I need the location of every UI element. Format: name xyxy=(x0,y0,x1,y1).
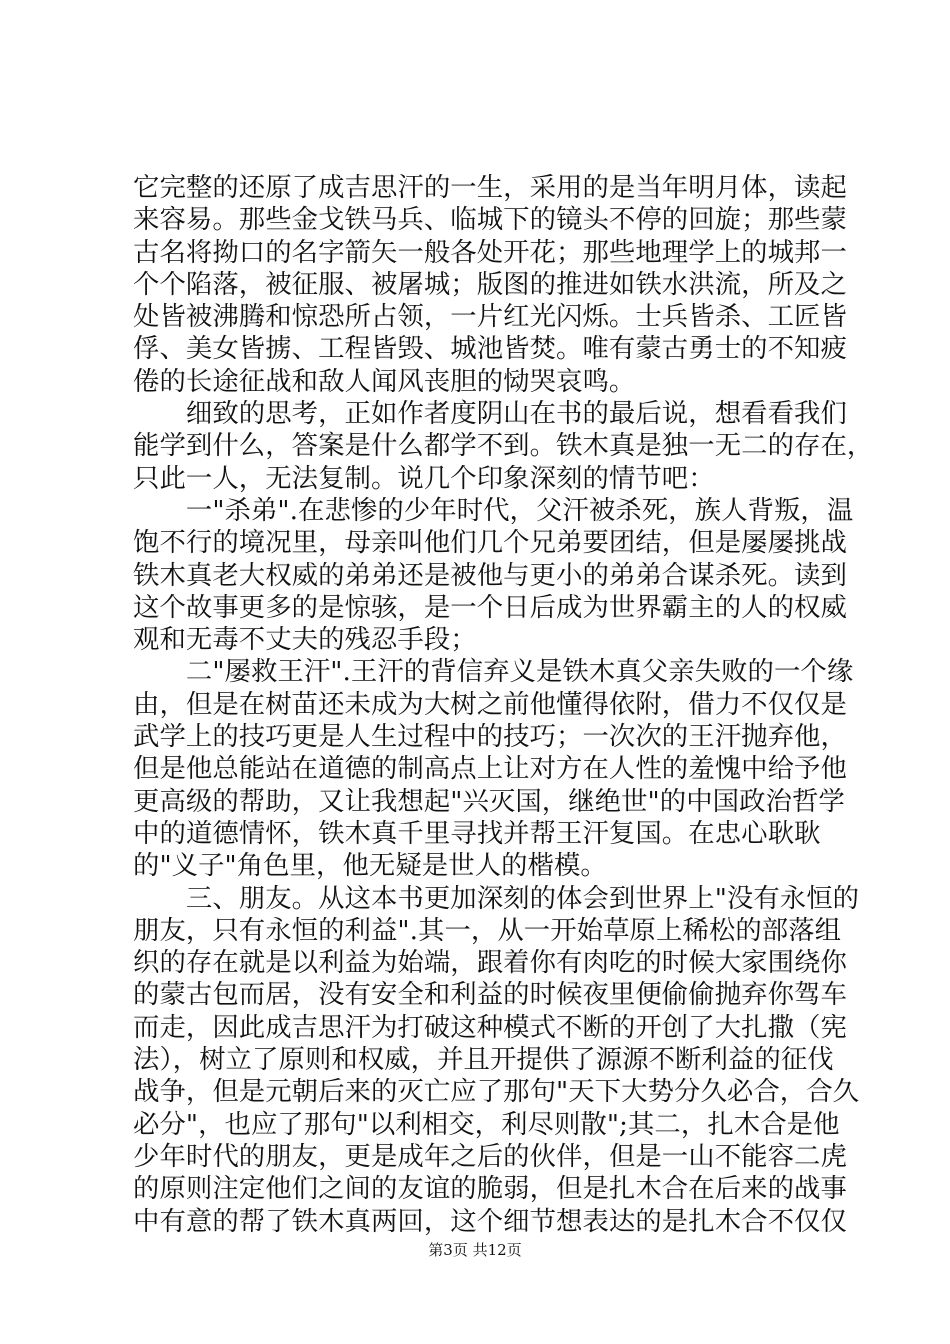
text-line: 的"义子"角色里，他无疑是世人的楷模。 xyxy=(133,850,607,882)
text-line: 中有意的帮了铁木真两回，这个细节想表达的是扎木合不仅仅 xyxy=(133,1205,847,1237)
text-line: 战争，但是元朝后来的灭亡应了那句"天下大势分久必合，合久 xyxy=(133,1076,860,1108)
text-line: 二"屡救王汗".王汗的背信弃义是铁木真父亲失败的一个缘 xyxy=(133,656,854,688)
text-line: 织的存在就是以利益为始端，跟着你有肉吃的时候大家围绕你 xyxy=(133,947,847,979)
text-line: 个个陷落，被征服、被屠城；版图的推进如铁水洪流，所及之 xyxy=(133,268,847,300)
text-line: 处皆被沸腾和惊恐所占领，一片红光闪烁。士兵皆杀、工匠皆 xyxy=(133,301,847,333)
text-line: 的蒙古包而居，没有安全和利益的时候夜里便偷偷抛弃你驾车 xyxy=(133,979,847,1011)
text-line: 而走，因此成吉思汗为打破这种模式不断的开创了大扎撒（宪 xyxy=(133,1011,847,1043)
text-line: 更高级的帮助，又让我想起"兴灭国，继绝世"的中国政治哲学 xyxy=(133,785,845,817)
text-line: 这个故事更多的是惊骇，是一个日后成为世界霸主的人的权威 xyxy=(133,591,847,623)
text-line: 一"杀弟".在悲惨的少年时代，父汗被杀死，族人背叛，温 xyxy=(133,494,854,526)
text-line: 它完整的还原了成吉思汗的一生，采用的是当年明月体，读起 xyxy=(133,172,847,203)
text-line: 倦的长途征战和敌人闻风丧胆的恸哭哀鸣。 xyxy=(133,365,636,397)
text-line: 由，但是在树苗还未成为大树之前他懂得依附，借力不仅仅是 xyxy=(133,688,847,720)
body-text xyxy=(133,172,874,1238)
text-line: 中的道德情怀，铁木真千里寻找并帮王汗复国。在忠心耿耿 xyxy=(133,817,821,849)
text-line: 来容易。那些金戈铁马兵、临城下的镜头不停的回旋；那些蒙 xyxy=(133,204,847,236)
text-line: 俘、美女皆掳、工程皆毁、城池皆焚。唯有蒙古勇士的不知疲 xyxy=(133,333,847,365)
text-line: 三、朋友。从这本书更加深刻的体会到世界上"没有永恒的 xyxy=(133,882,860,914)
text-line: 但是他总能站在道德的制高点上让对方在人性的羞愧中给予他 xyxy=(133,753,847,785)
text-line: 饱不行的境况里，母亲叫他们几个兄弟要团结，但是屡屡挑战 xyxy=(133,527,847,559)
text-line: 少年时代的朋友，更是成年之后的伙伴，但是一山不能容二虎 xyxy=(133,1140,847,1172)
text-line: 古名将拗口的名字箭矢一般各处开花；那些地理学上的城邦一 xyxy=(133,236,847,268)
text-line: 铁木真老大权威的弟弟还是被他与更小的弟弟合谋杀死。读到 xyxy=(133,559,847,591)
text-line: 观和无毒不丈夫的残忍手段； xyxy=(133,624,477,656)
text-line: 只此一人，无法复制。说几个印象深刻的情节吧： xyxy=(133,462,715,494)
text-line: 法），树立了原则和权威，并且开提供了源源不断利益的征伐 xyxy=(133,1044,834,1076)
text-line: 的原则注定他们之间的友谊的脆弱，但是扎木合在后来的战事 xyxy=(133,1173,847,1205)
page-number-footer: 第3页 共12页 xyxy=(428,1241,522,1259)
text-line: 武学上的技巧更是人生过程中的技巧；一次次的王汗抛弃他， xyxy=(133,721,847,753)
text-line: 必分"，也应了那句"以利相交，利尽则散";其二，扎木合是他 xyxy=(133,1108,840,1140)
text-line: 能学到什么，答案是什么都学不到。铁木真是独一无二的存在， xyxy=(133,430,874,462)
text-line: 朋友，只有永恒的利益".其一，从一开始草原上稀松的部落组 xyxy=(133,914,842,946)
text-line: 细致的思考，正如作者度阴山在书的最后说，想看看我们 xyxy=(133,398,847,430)
